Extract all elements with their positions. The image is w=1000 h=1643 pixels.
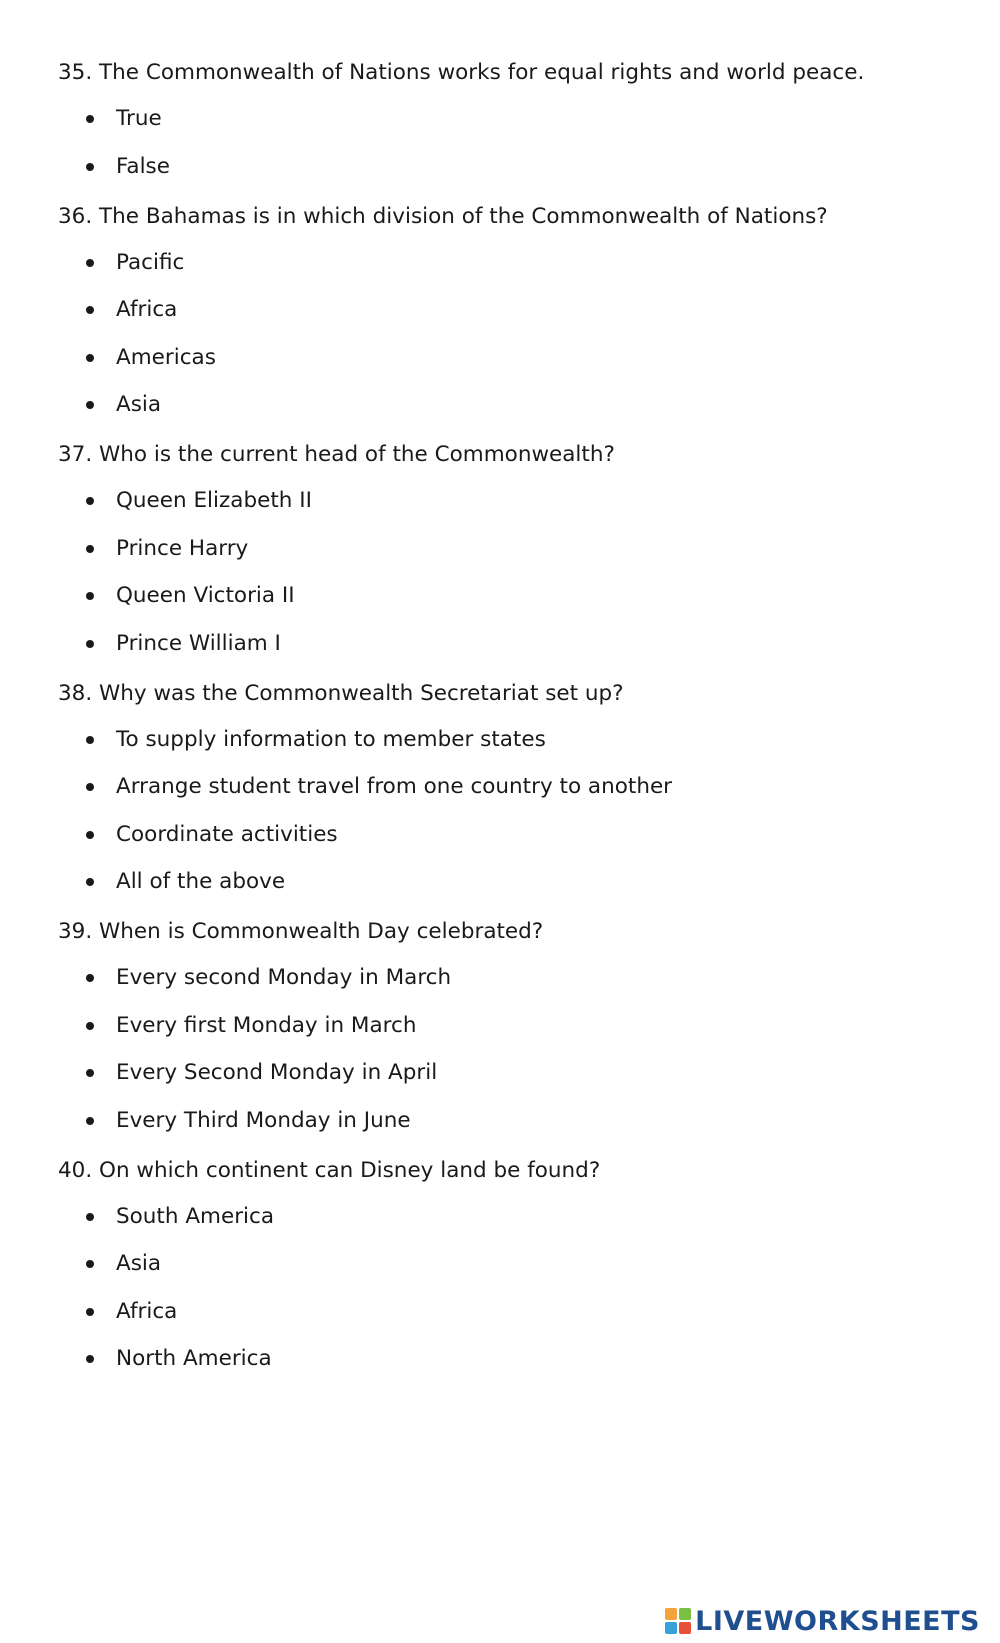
question-text: 36. The Bahamas is in which division of the Commonwealth of Nations? bbox=[58, 203, 828, 229]
option-label: Asia bbox=[116, 392, 162, 417]
question-text: 35. The Commonwealth of Nations works for equal rights and world peace. bbox=[58, 60, 865, 85]
liveworksheets-logo-icon bbox=[665, 1608, 691, 1634]
question-40 bbox=[58, 1156, 958, 1375]
option-list bbox=[58, 725, 958, 898]
option-item[interactable] bbox=[58, 1202, 958, 1232]
bullet-icon bbox=[86, 354, 94, 362]
option-label: Every second Monday in March bbox=[116, 965, 452, 990]
option-label: Every Third Monday in June bbox=[116, 1107, 411, 1133]
option-label: Prince Harry bbox=[116, 535, 249, 561]
option-label: False bbox=[116, 153, 170, 179]
option-item[interactable] bbox=[58, 295, 958, 325]
option-item[interactable] bbox=[58, 104, 958, 134]
option-item[interactable] bbox=[58, 1011, 958, 1041]
option-item[interactable] bbox=[58, 1344, 958, 1374]
option-item[interactable] bbox=[58, 1106, 958, 1136]
bullet-icon bbox=[86, 259, 94, 267]
bullet-icon bbox=[86, 783, 94, 791]
option-item[interactable] bbox=[58, 1249, 958, 1279]
option-label: Every Second Monday in April bbox=[116, 1060, 438, 1085]
bullet-icon bbox=[86, 974, 94, 982]
option-label: All of the above bbox=[116, 869, 286, 894]
option-label: Queen Victoria II bbox=[116, 583, 295, 608]
question-text: 37. Who is the current head of the Commonwealth? bbox=[58, 442, 615, 467]
option-label: True bbox=[116, 106, 162, 131]
bullet-icon bbox=[86, 1308, 94, 1316]
option-label: Pacific bbox=[116, 249, 185, 275]
option-label: To supply information to member states bbox=[116, 726, 546, 752]
option-item[interactable] bbox=[58, 1297, 958, 1327]
option-label: North America bbox=[116, 1346, 272, 1371]
bullet-icon bbox=[86, 163, 94, 171]
question-37 bbox=[58, 440, 958, 659]
question-text: 39. When is Commonwealth Day celebrated? bbox=[58, 919, 544, 944]
bullet-icon bbox=[86, 401, 94, 409]
option-label: Arrange student travel from one country to another bbox=[116, 774, 673, 799]
option-item[interactable] bbox=[58, 1058, 958, 1088]
question-36 bbox=[58, 202, 958, 421]
option-item[interactable] bbox=[58, 534, 958, 564]
bullet-icon bbox=[86, 878, 94, 886]
option-label: Americas bbox=[116, 344, 216, 370]
bullet-icon bbox=[86, 306, 94, 314]
option-label: South America bbox=[116, 1203, 275, 1229]
option-item[interactable] bbox=[58, 629, 958, 659]
option-item[interactable] bbox=[58, 152, 958, 182]
bullet-icon bbox=[86, 831, 94, 839]
option-item[interactable] bbox=[58, 725, 958, 755]
question-35 bbox=[58, 58, 958, 182]
option-item[interactable] bbox=[58, 390, 958, 420]
question-text: 38. Why was the Commonwealth Secretariat set up? bbox=[58, 680, 624, 706]
bullet-icon bbox=[86, 736, 94, 744]
option-label: Africa bbox=[116, 297, 178, 322]
option-label: Asia bbox=[116, 1251, 162, 1276]
option-item[interactable] bbox=[58, 343, 958, 373]
option-label: Prince William I bbox=[116, 630, 281, 656]
option-list bbox=[58, 963, 958, 1136]
bullet-icon bbox=[86, 115, 94, 123]
question-text: 40. On which continent can Disney land be found? bbox=[58, 1157, 601, 1183]
bullet-icon bbox=[86, 545, 94, 553]
option-list bbox=[58, 486, 958, 659]
option-item[interactable] bbox=[58, 963, 958, 993]
option-label: Every first Monday in March bbox=[116, 1012, 417, 1038]
question-38 bbox=[58, 679, 958, 898]
option-label: Africa bbox=[116, 1298, 178, 1324]
question-list bbox=[58, 58, 958, 1394]
option-item[interactable] bbox=[58, 772, 958, 802]
option-item[interactable] bbox=[58, 581, 958, 611]
option-item[interactable] bbox=[58, 248, 958, 278]
liveworksheets-logo bbox=[665, 1605, 980, 1637]
bullet-icon bbox=[86, 1117, 94, 1125]
bullet-icon bbox=[86, 1355, 94, 1363]
logo-text: LIVEWORKSHEETS bbox=[695, 1605, 980, 1637]
option-list bbox=[58, 1202, 958, 1375]
bullet-icon bbox=[86, 1069, 94, 1077]
question-39 bbox=[58, 917, 958, 1136]
option-item[interactable] bbox=[58, 486, 958, 516]
bullet-icon bbox=[86, 640, 94, 648]
bullet-icon bbox=[86, 1213, 94, 1221]
bullet-icon bbox=[86, 1022, 94, 1030]
option-item[interactable] bbox=[58, 867, 958, 897]
option-list bbox=[58, 104, 958, 182]
bullet-icon bbox=[86, 592, 94, 600]
option-list bbox=[58, 248, 958, 421]
option-label: Queen Elizabeth II bbox=[116, 488, 312, 513]
option-item[interactable] bbox=[58, 820, 958, 850]
bullet-icon bbox=[86, 497, 94, 505]
bullet-icon bbox=[86, 1260, 94, 1268]
option-label: Coordinate activities bbox=[116, 821, 338, 847]
